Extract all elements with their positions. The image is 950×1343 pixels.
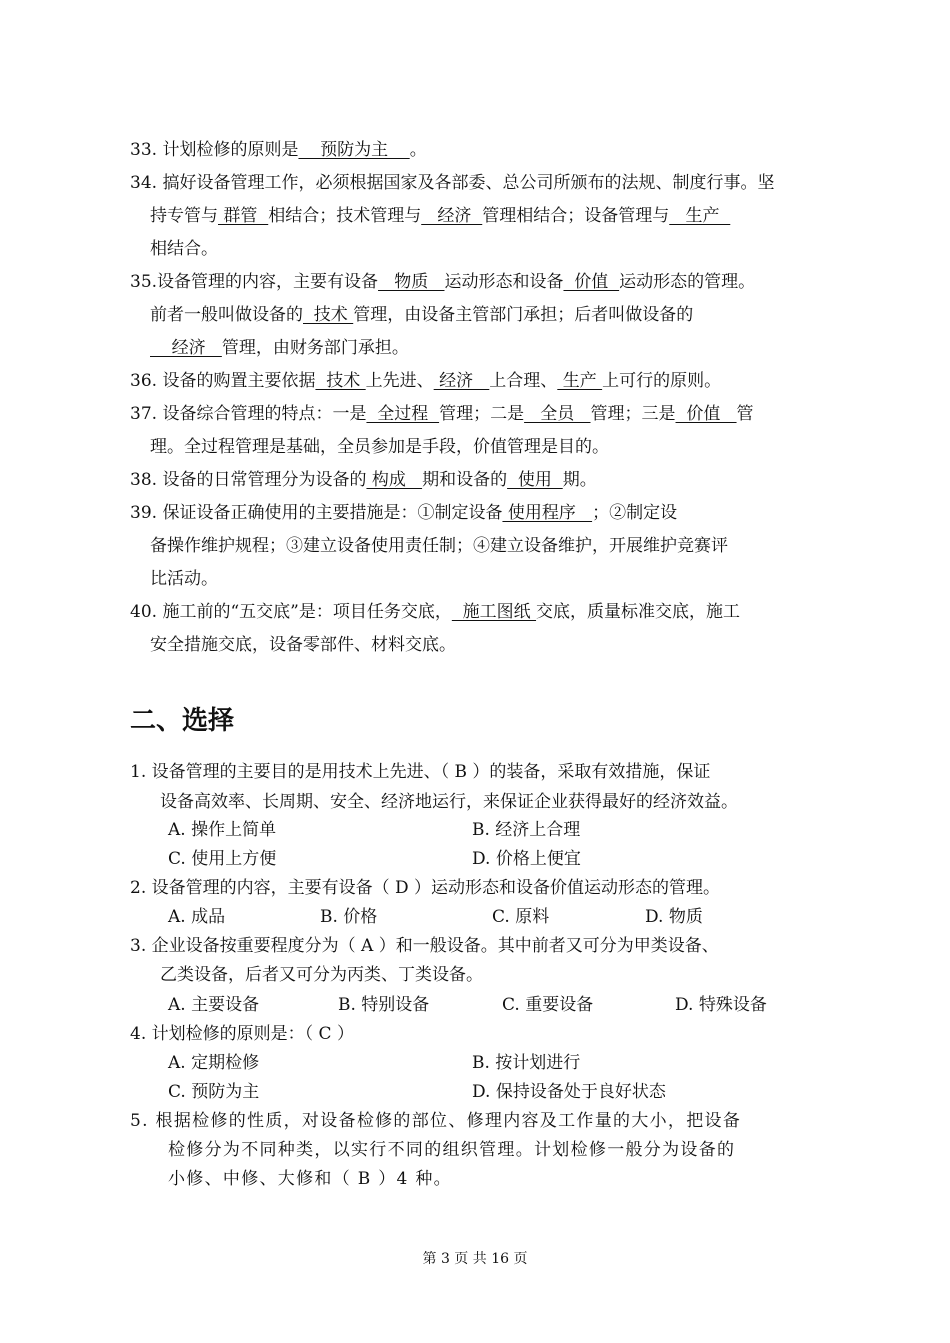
choice-q5-line3: 小修、中修、大修和（ B ）4 种。 bbox=[168, 1169, 452, 1189]
fill-q37-line2: 理。全过程管理是基础，全员参加是手段，价值管理是目的。 bbox=[150, 437, 609, 457]
choice-q4-option-a: A. 定期检修 bbox=[168, 1053, 260, 1073]
fill-q35-line1: 35.设备管理的内容，主要有设备 物质 运动形态和设备 价值 运动形态的管理。 bbox=[130, 272, 756, 292]
choice-q1-option-c: C. 使用上方便 bbox=[168, 849, 277, 869]
choice-q3-option-c: C. 重要设备 bbox=[502, 995, 594, 1015]
fill-q36: 36. 设备的购置主要依据 技术 上先进、 经济 上合理、 生产 上可行的原则。 bbox=[130, 371, 722, 391]
choice-q2-line1: 2. 设备管理的内容，主要有设备（ D ）运动形态和设备价值运动形态的管理。 bbox=[130, 878, 721, 898]
choice-q1-line2: 设备高效率、长周期、安全、经济地运行，来保证企业获得最好的经济效益。 bbox=[160, 792, 738, 812]
choice-q3-option-a: A. 主要设备 bbox=[168, 995, 260, 1015]
choice-q4-line1: 4. 计划检修的原则是：（ C ） bbox=[130, 1024, 354, 1044]
choice-q1-option-b: B. 经济上合理 bbox=[472, 820, 581, 840]
choice-q2-option-c: C. 原料 bbox=[492, 907, 550, 927]
fill-q35-line2: 前者一般叫做设备的 技术 管理，由设备主管部门承担；后者叫做设备的 bbox=[150, 305, 694, 325]
choice-q1-option-d: D. 价格上便宜 bbox=[472, 849, 581, 869]
choice-q1-option-a: A. 操作上简单 bbox=[168, 820, 277, 840]
choice-q5-line2: 检修分为不同种类，以实行不同的组织管理。计划检修一般分为设备的 bbox=[168, 1140, 736, 1160]
choice-q2-option-b: B. 价格 bbox=[320, 907, 378, 927]
choice-q1-line1: 1. 设备管理的主要目的是用技术上先进、（ B ）的装备，采取有效措施，保证 bbox=[130, 762, 711, 782]
fill-q40-line2: 安全措施交底，设备零部件、材料交底。 bbox=[150, 635, 456, 655]
choice-q5-line1: 5. 根据检修的性质，对设备检修的部位、修理内容及工作量的大小，把设备 bbox=[130, 1111, 742, 1131]
fill-q37-line1: 37. 设备综合管理的特点：一是 全过程 管理；二是 全员 管理；三是 价值 管 bbox=[130, 404, 754, 424]
fill-q38: 38. 设备的日常管理分为设备的 构成 期和设备的 使用 期。 bbox=[130, 470, 597, 490]
choice-q4-option-c: C. 预防为主 bbox=[168, 1082, 260, 1102]
fill-q34-line1: 34. 搞好设备管理工作，必须根据国家及各部委、总公司所颁布的法规、制度行事。坚 bbox=[130, 173, 775, 193]
fill-q39-line3: 比活动。 bbox=[150, 569, 218, 589]
fill-q35-line3: 经济 管理，由财务部门承担。 bbox=[150, 338, 409, 358]
choice-q4-option-d: D. 保持设备处于良好状态 bbox=[472, 1082, 666, 1102]
fill-q40-line1: 40. 施工前的“五交底”是：项目任务交底， 施工图纸 交底，质量标准交底，施工 bbox=[130, 602, 741, 622]
fill-q39-line1: 39. 保证设备正确使用的主要措施是：①制定设备 使用程序 ；②制定设 bbox=[130, 503, 678, 523]
choice-q3-line1: 3. 企业设备按重要程度分为（ A ）和一般设备。其中前者又可分为甲类设备、 bbox=[130, 936, 719, 956]
fill-q34-line3: 相结合。 bbox=[150, 239, 218, 259]
choice-q2-option-a: A. 成品 bbox=[168, 907, 226, 927]
choice-q3-option-d: D. 特殊设备 bbox=[675, 995, 767, 1015]
fill-q33: 33. 计划检修的原则是 预防为主 。 bbox=[130, 140, 427, 160]
choice-q3-option-b: B. 特别设备 bbox=[338, 995, 430, 1015]
page-footer: 第 3 页 共 16 页 bbox=[422, 1251, 528, 1267]
fill-q34-line2: 持专管与 群管 相结合；技术管理与 经济 管理相结合；设备管理与 生产 bbox=[150, 206, 731, 226]
fill-q39-line2: 备操作维护规程；③建立设备使用责任制；④建立设备维护，开展维护竞赛评 bbox=[150, 536, 728, 556]
section-title: 二、选择 bbox=[130, 706, 235, 736]
choice-q2-option-d: D. 物质 bbox=[645, 907, 703, 927]
choice-q4-option-b: B. 按计划进行 bbox=[472, 1053, 581, 1073]
choice-q3-line2: 乙类设备，后者又可分为丙类、丁类设备。 bbox=[160, 965, 483, 985]
